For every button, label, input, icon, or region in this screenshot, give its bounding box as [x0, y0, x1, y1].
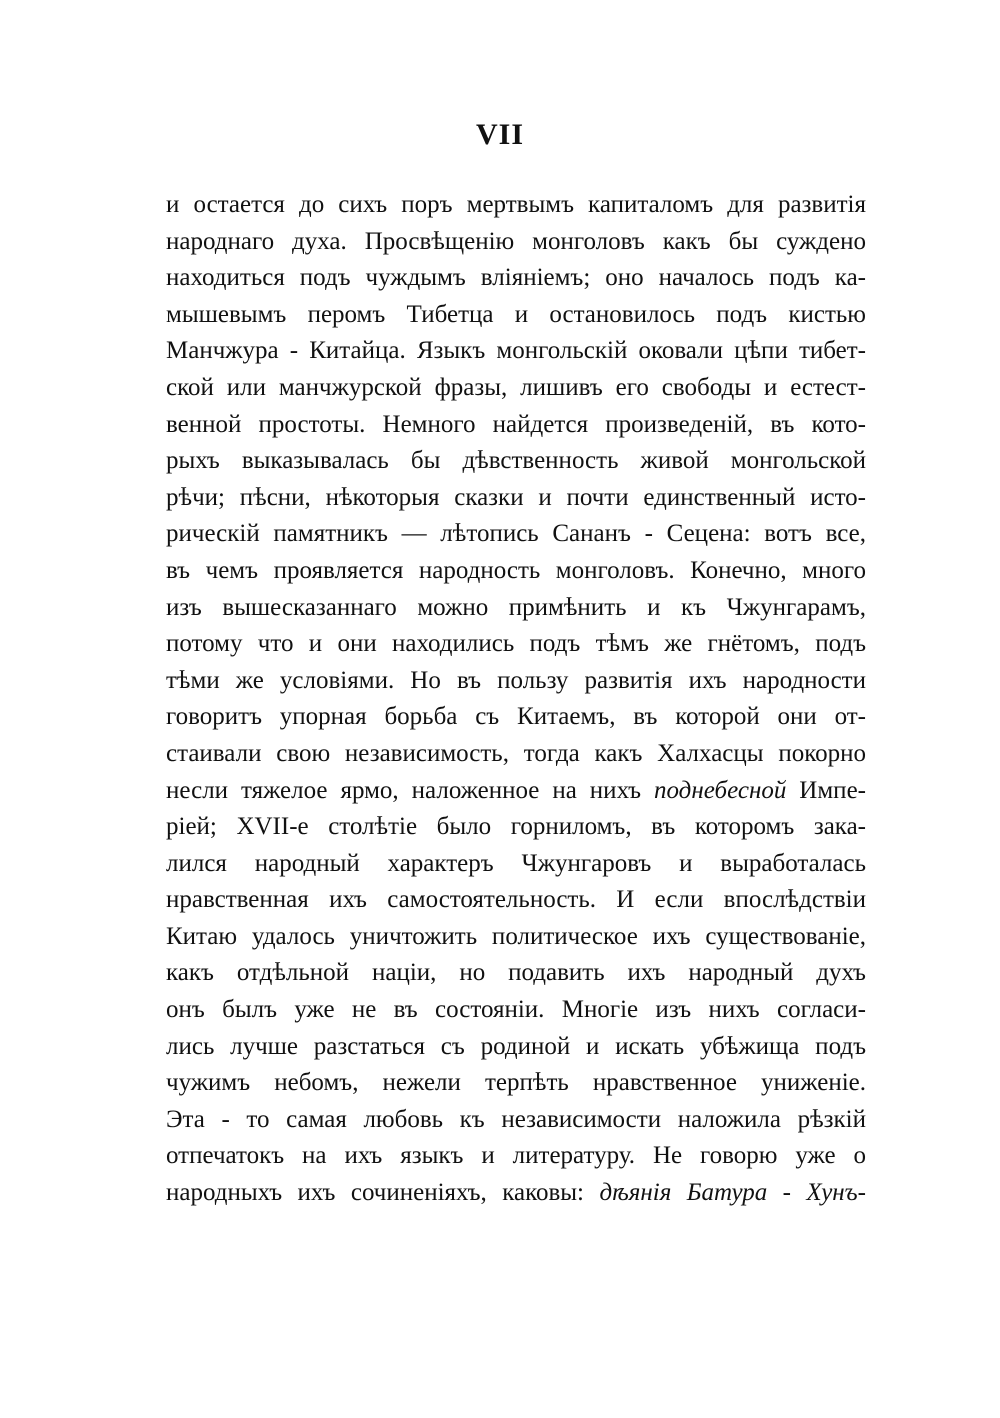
text-line: стаивали свою независимость, тогда какъ Халхасцы покорно — [166, 739, 866, 767]
text-line: чужимъ небомъ, нежели терпѣть нравственное униженіе. — [166, 1069, 866, 1097]
text-line: лился народный характеръ Чжунгаровъ и выработалась — [166, 849, 866, 877]
text-line: Китаю удалось уничтожить политическое ихъ существованіе, — [166, 922, 866, 950]
text-line: несли тяжелое ярмо, наложенное на нихъ поднебесной Импе- — [166, 776, 866, 804]
text-line: отпечатокъ на ихъ языкъ и литературу. Не говорю уже о — [166, 1142, 866, 1170]
text-line: народнаго духа. Просвѣщенію монголовъ какъ бы суждено — [166, 227, 866, 255]
text-line: лись лучше разстаться съ родиной и искать убѣжища подъ — [166, 1032, 866, 1060]
text-line: какъ отдѣльной націи, но подавить ихъ народный духъ — [166, 959, 866, 987]
text-line: и остается до сихъ поръ мертвымъ капиталомъ для развитія — [166, 191, 866, 218]
text-line: ской или манчжурской фразы, лишивъ его свободы и естест- — [166, 373, 866, 401]
text-line: говоритъ упорная борьба съ Китаемъ, въ которой они от- — [166, 703, 866, 731]
text-line: венной простоты. Немного найдется произведеній, въ кото- — [166, 410, 866, 438]
text-line: рѣчи; пѣсни, нѣкоторыя сказки и почти единственный исто- — [166, 483, 866, 511]
text-line: изъ вышесказаннаго можно примѣнить и къ Чжунгарамъ, — [166, 593, 866, 621]
page-number: VII — [475, 118, 524, 151]
text-line: мышевымъ перомъ Тибетца и остановилось подъ кистью — [166, 300, 866, 328]
text-line: потому что и они находились подъ тѣмъ же гнётомъ, подъ — [166, 630, 866, 658]
text-line: рыхъ выказывалась бы дѣвственность живой монгольской — [166, 447, 866, 475]
text-line: ріей; XVII-е столѣтіе было горниломъ, въ которомъ зака- — [166, 813, 866, 841]
text-line: народныхъ ихъ сочиненіяхъ, каковы: дѣянія Батура - Хунъ- — [166, 1179, 866, 1207]
text-line: онъ былъ уже не въ состояніи. Многіе изъ нихъ согласи- — [166, 996, 866, 1024]
body-text — [166, 187, 866, 1212]
text-line: Эта - то самая любовь къ независимости наложила рѣзкій — [166, 1105, 866, 1133]
text-line: Манчжура - Китайца. Языкъ монгольскій оковали цѣпи тибет- — [166, 337, 866, 365]
text-line: находиться подъ чуждымъ вліяніемъ; оно началось подъ ка- — [166, 264, 866, 292]
text-line: рическій памятникъ — лѣтопись Сананъ - Сецена: вотъ все, — [166, 520, 866, 548]
text-line: нравственная ихъ самостоятельность. И если впослѣдствіи — [166, 886, 866, 914]
text-line: въ чемъ проявляется народность монголовъ. Конечно, много — [166, 556, 866, 584]
text-line: тѣми же условіями. Но въ пользу развитія ихъ народности — [166, 666, 866, 694]
